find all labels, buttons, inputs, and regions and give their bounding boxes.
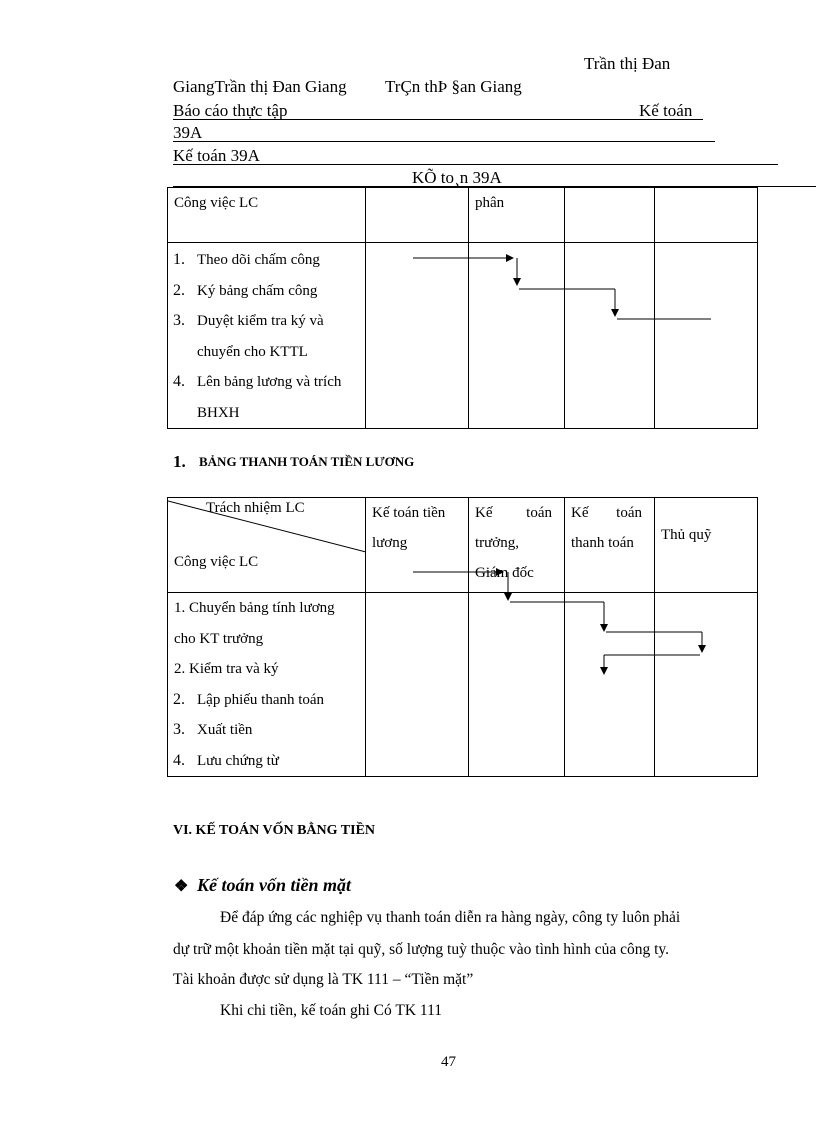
table2-header-cell: Kế toán tiền lương (366, 498, 469, 593)
list-item: cho KT trưởng (174, 630, 264, 647)
table1-header-cell: Công việc LC (168, 188, 366, 243)
section-heading-vi: VI. KẾ TOÁN VỐN BẰNG TIỀN (173, 823, 376, 838)
list-item: BHXH (197, 404, 240, 421)
header-line-2b: TrÇn thÞ §an Giang (385, 77, 522, 96)
section-number: 1. (173, 452, 186, 471)
subsection-title: Kế toán vốn tiền mặt (197, 875, 352, 895)
list-item: 2. Lập phiếu thanh toán (173, 690, 325, 708)
table2-header-cell: Thủ quỹ (655, 498, 758, 593)
header-line-6: KÕ to¸n 39A (412, 168, 502, 187)
corner-top-label: Trách nhiệm LC (206, 500, 305, 516)
page-number: 47 (441, 1054, 456, 1070)
list-item: 2. Kiểm tra và ký (174, 661, 279, 677)
header-line-3-right: Kế toán (639, 101, 693, 120)
paragraph-line-2: dự trữ một khoản tiền mặt tại quỹ, số lượng tuỳ thuộc vào tình hình của công ty. (173, 941, 670, 958)
paragraph-line-4: Khi chi tiền, kế toán ghi Có TK 111 (220, 1002, 442, 1019)
list-item: 4. Lên bảng lương và trích (173, 373, 342, 390)
table1-header-cell: phân (469, 188, 565, 243)
list-item: 1. Theo dõi chấm công (173, 251, 320, 268)
list-item: 2. Ký bảng chấm công (173, 281, 318, 299)
header-line-3-left: Báo cáo thực tập (173, 101, 288, 120)
list-item: 4. Lưu chứng từ (173, 751, 279, 769)
list-item: chuyển cho KTTL (197, 343, 308, 360)
header-line-5: Kế toán 39A (173, 146, 260, 165)
header-line-1: Trần thị Đan (584, 54, 671, 73)
corner-bottom-label: Công việc LC (174, 554, 259, 570)
header-line-4: 39A (173, 123, 203, 142)
list-item: 3. Xuất tiền (173, 721, 253, 738)
paragraph-line-1: Để đáp ứng các nghiệp vụ thanh toán diễn ra hàng ngày, công ty luôn phải (220, 909, 681, 926)
list-item: 1. Chuyển bảng tính lương (174, 600, 335, 616)
header-line-2a: GiangTrần thị Đan Giang (173, 77, 347, 96)
table2-header-cell: Kế toán thanh toán (565, 498, 655, 593)
table2-header-cell: Kế toán trưởng, Giám đốc (469, 498, 565, 593)
list-item: 3. Duyệt kiểm tra ký và (173, 312, 324, 329)
section-title: BẢNG THANH TOÁN TIỀN LƯƠNG (199, 454, 415, 469)
diamond-bullet-icon: ❖ (174, 878, 189, 895)
paragraph-line-3: Tài khoản được sử dụng là TK 111 – “Tiền mặt” (173, 971, 474, 988)
